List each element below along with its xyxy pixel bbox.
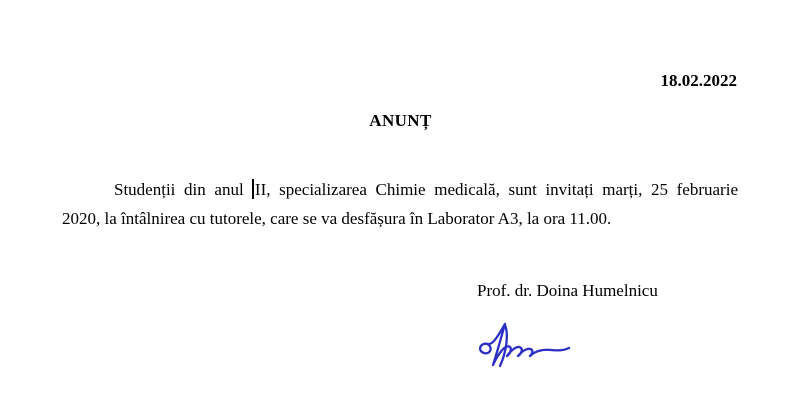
signer-name: Prof. dr. Doina Humelnicu: [477, 281, 658, 300]
announcement-paragraph: [62, 176, 738, 233]
signature-icon: [476, 316, 576, 370]
paragraph-text-before-cursor: Studenții din anul: [114, 180, 253, 199]
document-date: 18.02.2022: [660, 71, 737, 90]
text-cursor-icon[interactable]: [252, 179, 254, 199]
paragraph-line-1: [62, 176, 738, 205]
paragraph-line-2: 2020, la întâlnirea cu tutorele, care se va desfășura în Laborator A3, la ora 11.00.: [62, 208, 612, 228]
document-title: ANUNȚ: [369, 111, 432, 130]
paragraph-text-after-cursor: II, specializarea Chimie medicală, sunt invitați marți, 25 februarie: [254, 180, 738, 199]
signature-stroke-main: [480, 324, 569, 365]
